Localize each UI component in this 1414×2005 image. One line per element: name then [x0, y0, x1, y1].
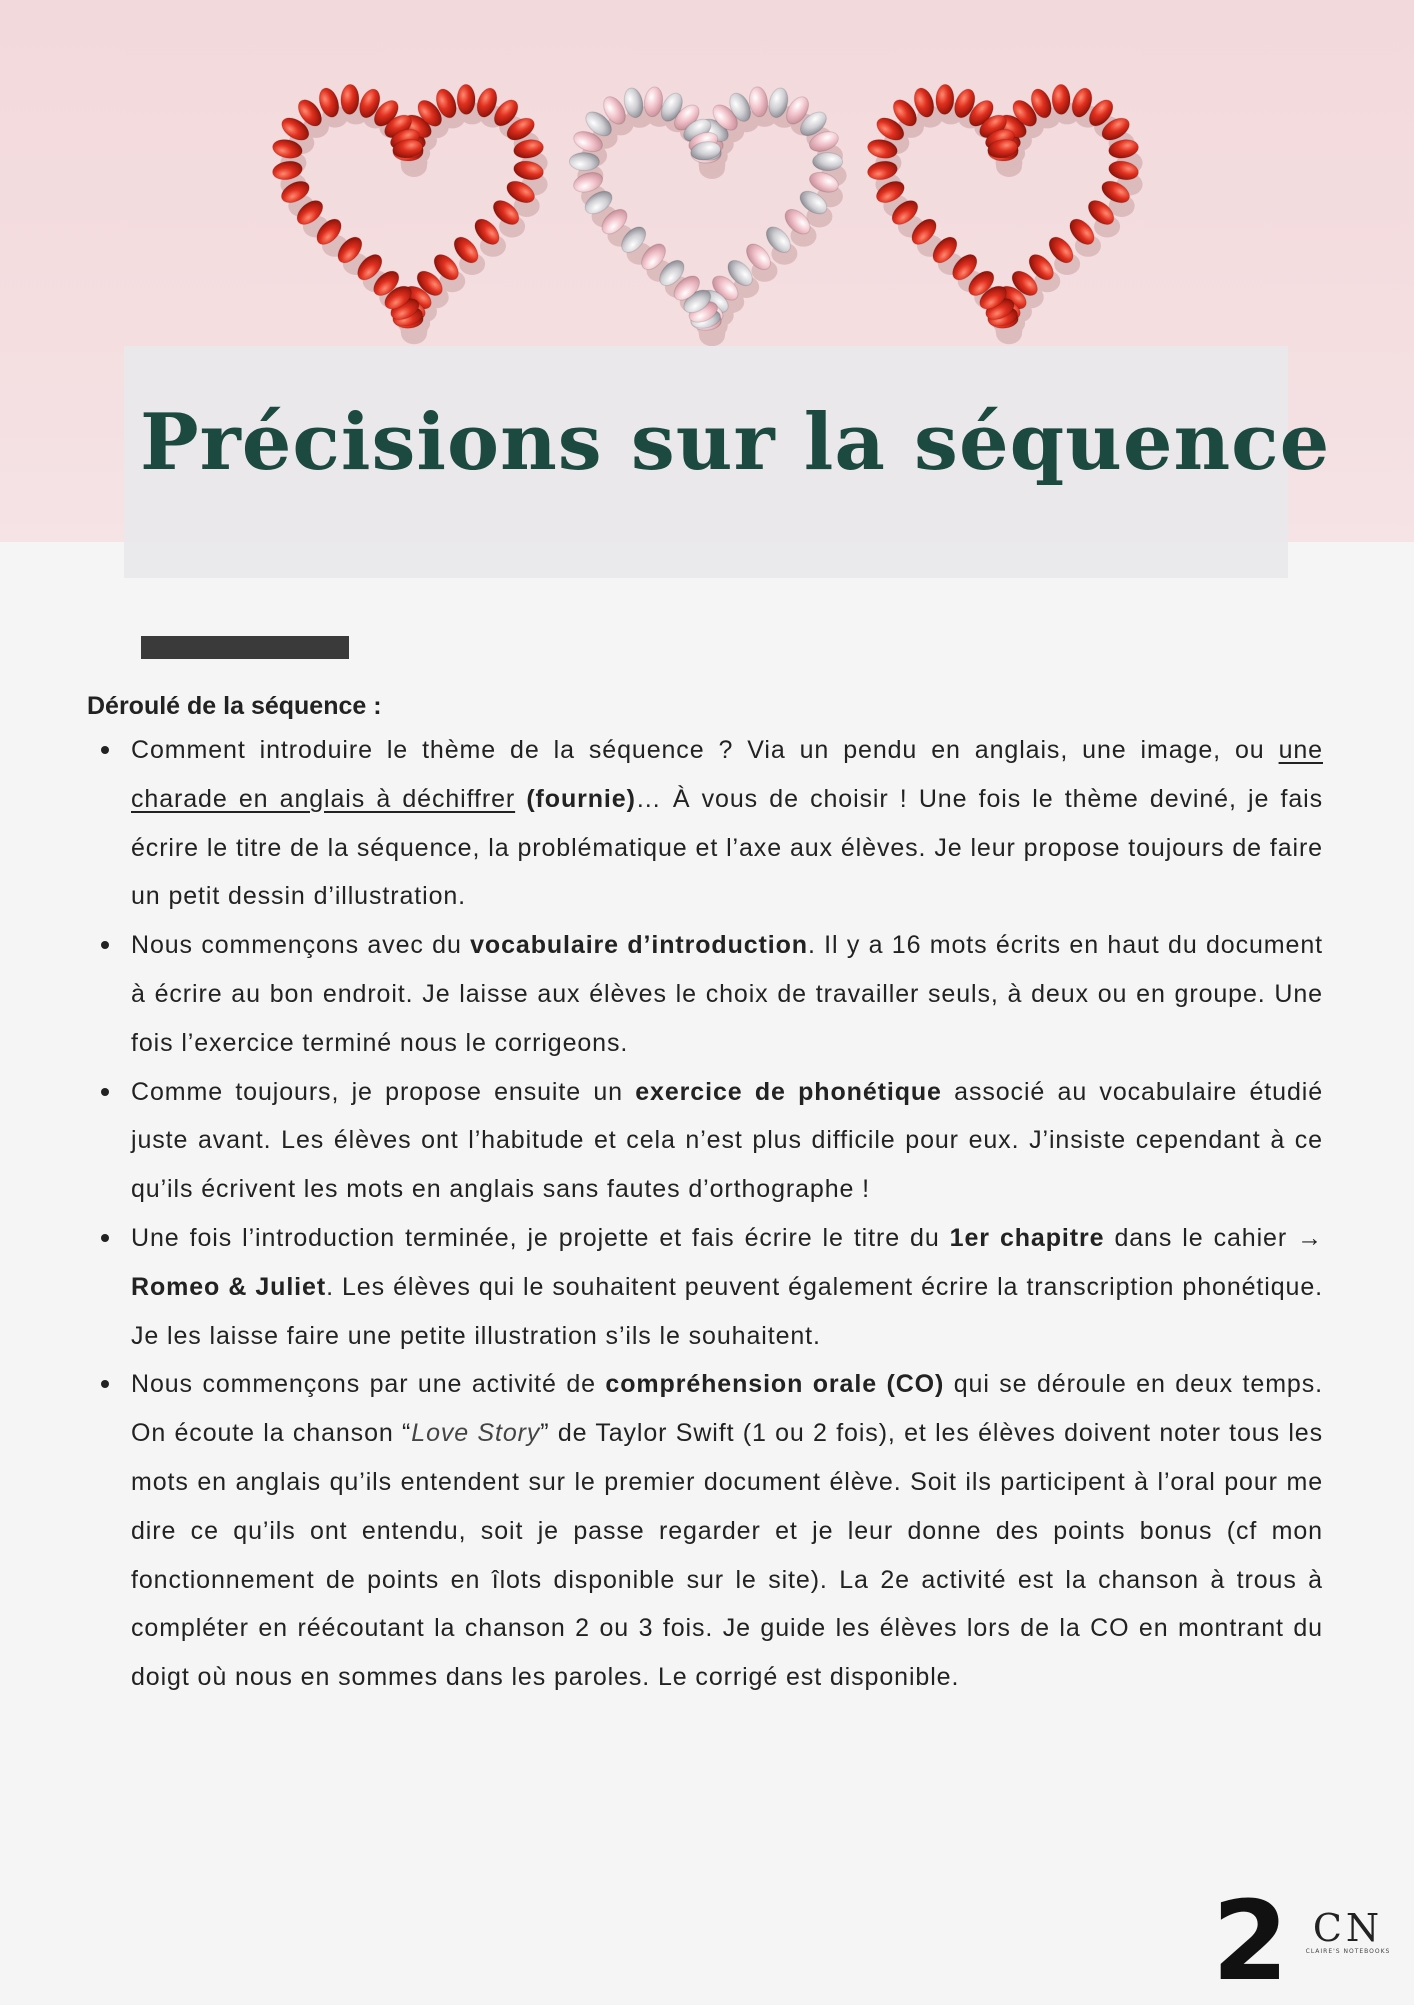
item-text: . Les élèves qui le souhaitent peuvent également écrire la transcription phonétique. Je les laisse faire une petite illustration s’ils le souhaitent.: [131, 1272, 1323, 1350]
page-title: Précisions sur la séquence: [140, 397, 1331, 488]
pink-heart-middle: [569, 86, 846, 346]
main-content: [87, 686, 1323, 1702]
item-italic: Love Story: [411, 1419, 541, 1448]
item-bold: vocabulaire d’introduction: [470, 931, 808, 960]
item-text: Nous commençons par une activité de: [131, 1370, 606, 1399]
item-bold: compréhension orale (CO): [605, 1370, 945, 1399]
item-bold: Romeo & Juliet: [131, 1272, 327, 1301]
accent-bar: [141, 636, 349, 659]
item-text: dans le cahier →: [1104, 1223, 1323, 1252]
list-item: [131, 1360, 1323, 1702]
section-heading: Déroulé de la séquence :: [87, 692, 382, 720]
item-text: ” de Taylor Swift (1 ou 2 fois), et les élèves doivent noter tous les mots en anglais qu’ils entendent sur le premier document élève. Soit ils participent à l’oral pour me dire ce qu’ils ont entendu, soit je passe regarder et je leur donne des points bonus (cf mon fonctionnement de points en îlots disponible sur le site). La 2e activité est la chanson à trous à compléter en réécoutant la chanson 2 ou 3 fois. Je guide les élèves lors de la CO en montrant du doigt où nous en sommes dans les paroles. Le corrigé est disponible.: [131, 1419, 1323, 1692]
item-text: Comme toujours, je propose ensuite un: [131, 1077, 636, 1106]
list-item: [131, 1214, 1323, 1360]
page-number: 2: [1212, 1877, 1289, 2005]
item-text: associé au vocabulaire étudié juste avant. Les élèves ont l’habitude et cela n’est plus difficile pour eux. J’insiste cependant à ce qu’ils écrivent les mots en anglais sans fautes d’orthographe !: [131, 1077, 1324, 1204]
red-heart-right: [866, 84, 1143, 344]
item-text: Comment introduire le thème de la séquence ? Via un pendu en anglais, une image, ou: [131, 736, 1279, 764]
item-text: qui se déroule en deux temps. On écoute la chanson “: [131, 1370, 1323, 1448]
steps-list: [87, 726, 1323, 1702]
list-item: [131, 726, 1323, 921]
item-bold: 1er chapitre: [949, 1223, 1105, 1252]
brand-logo: [1302, 1908, 1394, 1964]
logo-subtitle: CLAIRE'S NOTEBOOKS: [1305, 1948, 1391, 1955]
item-bold: exercice de phonétique: [635, 1077, 942, 1106]
item-text: Nous commençons avec du: [131, 931, 471, 960]
red-heart-left: [271, 84, 548, 344]
charade-link[interactable]: une charade en anglais à déchiffrer: [131, 736, 1323, 813]
item-text: Une fois l’introduction terminée, je projette et fais écrire le titre du: [131, 1223, 950, 1252]
item-bold: (fournie): [526, 784, 636, 813]
logo-letters: CN: [1312, 1906, 1384, 1950]
list-item: [131, 1068, 1323, 1214]
item-text: … À vous de choisir ! Une fois le thème deviné, je fais écrire le titre de la séquence, la problématique et l’axe aux élèves. Je leur propose toujours de faire un petit dessin d’illustration.: [131, 784, 1323, 911]
item-text: [515, 785, 526, 813]
list-item: [131, 921, 1323, 1067]
item-text: . Il y a 16 mots écrits en haut du document à écrire au bon endroit. Je laisse aux élèves le choix de travailler seuls, à deux ou en groupe. Une fois l’exercice terminé nous le corrigeons.: [131, 931, 1323, 1057]
